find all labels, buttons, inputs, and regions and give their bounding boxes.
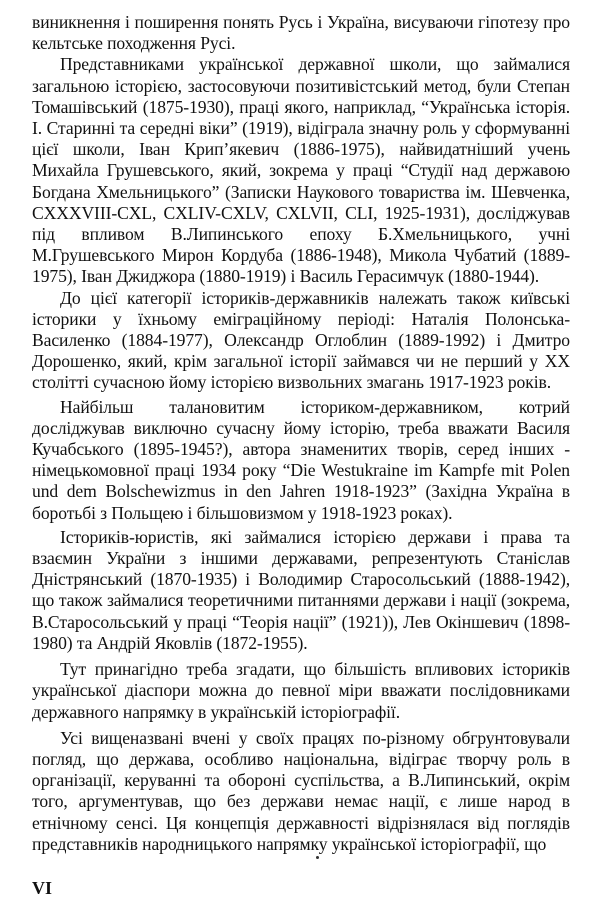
page-number: VI: [32, 878, 53, 898]
page-body: [32, 12, 570, 855]
paragraph-1: виникнення і поширення понять Русь і Україна, висуваючи гіпотезу про кельтське походження Русі.: [32, 12, 570, 54]
paragraph-7: Усі вищеназвані вчені у своїх працях по-різному обгрунтовували погляд, що держава, особливо національна, відіграє творчу роль в організації, керуванні та обороні суспільства, а В.Липинський, окрім того, аргументував, що без держави немає нації, є лише народ в етнічному сенсі. Ця концепція державності відрізнялася від поглядів представників народницького напрямку української історіографії, що: [32, 727, 570, 854]
paragraph-3: До цієї категорії істориків-державників належать також київські історики у їхньому еміграційному періоді: Наталія Полонська-Василенко (1884-1977), Олександр Оглоблин (1889-1992) і Дмитро Дорошенко, який, крім загальної історії займався чи не перший у XX столітті сучасною йому історією визвольних змагань 1917-1923 років.: [32, 287, 570, 393]
paragraph-6: Тут принагідно треба згадати, що більшість впливових істориків української діаспори можна до певної міри вважати послідовниками державного напрямку в українській історіографії.: [32, 659, 570, 722]
paragraph-2: Представниками української державної школи, що займалися загальною історією, застосовуючи позитивістський метод, були Степан Томашівський (1875-1930), праці якого, наприклад, “Українська історія. І. Старинні та середні віки” (1919), відіграла значну роль у сформуванні цієї школи, Іван Крип’якевич (1886-1975), найвидатніший учень Михайла Грушевського, який, зокрема у праці “Студії над державою Богдана Хмельницького” (Записки Наукового товариства ім. Шевченка, CXXXVIII-CXL, CXLIV-CXLV, CXLVII, CLI, 1925-1931), досліджував під впливом В.Липинського епоху Б.Хмельницького, учні М.Грушевського Мирон Кордуба (1886-1948), Микола Чубатий (1889-1975), Іван Джиджора (1880-1919) і Василь Герасимчук (1880-1944).: [32, 54, 570, 287]
paragraph-5: Істориків-юристів, які займалися історією держави і права та взаємин України з іншими державами, репрезентують Станіслав Дністрянський (1870-1935) і Володимир Старосольський (1888-1942), що також займалися теоретичними питаннями держави і нації (зокрема, В.Старосольський у праці “Теорія нації” (1921)), Лев Окіншевич (1898-1980) та Андрій Яковлів (1872-1955).: [32, 526, 570, 653]
print-speck: [316, 856, 319, 859]
paragraph-4: Найбільш талановитим істориком-державником, котрий досліджував виключно сучасну йому історію, треба вважати Василя Кучабського (1895-1945?), автора знаменитих творів, серед інших - німецькомовної праці 1934 року “Die Westukraine im Kampfe mit Polen und dem Bolschewizmus in den Jahren 1918-1923” (Західна Україна в боротьбі з Польщею і більшовизмом у 1918-1923 роках).: [32, 396, 570, 523]
